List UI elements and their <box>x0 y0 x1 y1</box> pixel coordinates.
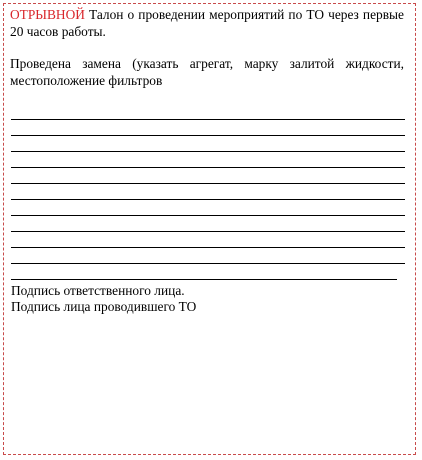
tear-off-mark: ОТРЫВНОЙ <box>10 7 85 22</box>
coupon-title <box>10 7 404 40</box>
fill-in-lines <box>11 104 405 280</box>
signature-performer-label: Подпись лица проводившего ТО <box>11 299 197 314</box>
replacement-instruction: Проведена замена (указать агрегат, марку залитой жидкости, местоположение фильтров <box>10 56 404 88</box>
fill-line[interactable] <box>11 104 405 120</box>
fill-line[interactable] <box>11 120 405 136</box>
fill-line[interactable] <box>11 264 397 280</box>
fill-line[interactable] <box>11 184 405 200</box>
coupon-title-text: Талон о проведении мероприятий по ТО через первые 20 часов работы. <box>10 7 404 39</box>
fill-line[interactable] <box>11 232 405 248</box>
fill-line[interactable] <box>11 248 405 264</box>
fill-line[interactable] <box>11 136 405 152</box>
signature-responsible-label: Подпись ответственного лица. <box>11 283 185 298</box>
fill-line[interactable] <box>11 152 405 168</box>
fill-line[interactable] <box>11 200 405 216</box>
fill-line[interactable] <box>11 216 405 232</box>
signature-block <box>11 283 196 315</box>
coupon-content <box>10 7 404 89</box>
fill-line[interactable] <box>11 168 405 184</box>
